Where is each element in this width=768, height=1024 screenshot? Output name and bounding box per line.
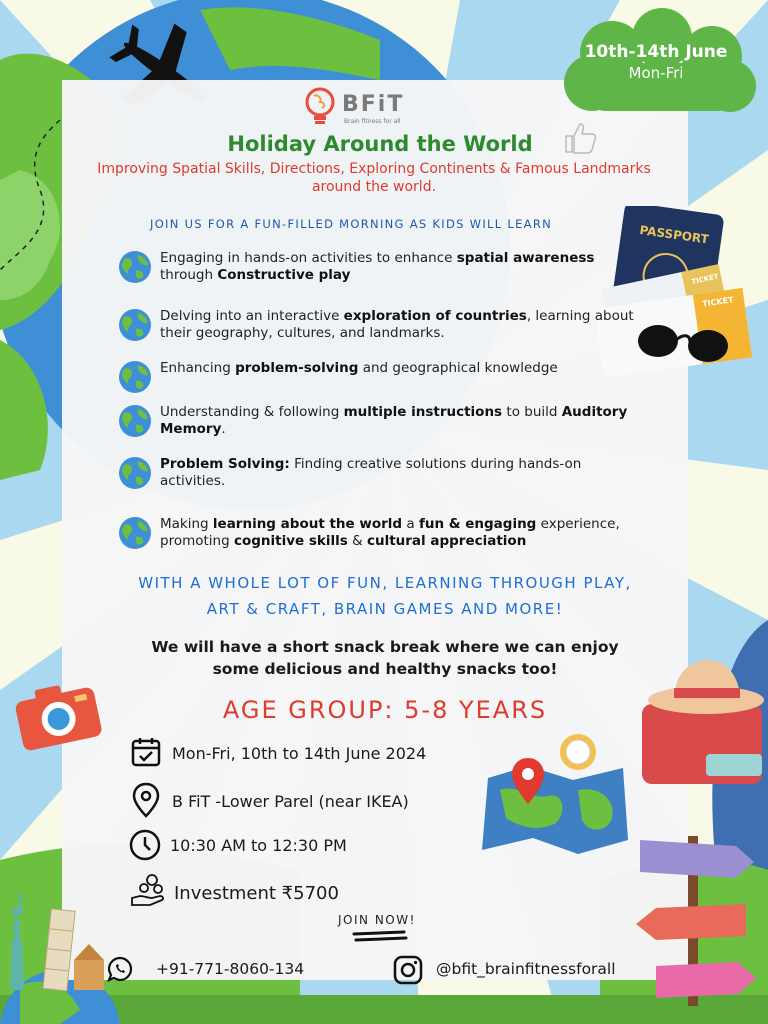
bullet-emphasis: Auditory Memory bbox=[160, 404, 628, 437]
event-location: B FiT -Lower Parel (near IKEA) bbox=[172, 792, 409, 811]
leaning-tower-icon bbox=[43, 909, 75, 991]
join-now-underline bbox=[350, 930, 410, 944]
globe-icon bbox=[118, 250, 152, 284]
snack-note bbox=[110, 636, 660, 680]
bullet-fragment: and geographical knowledge bbox=[358, 360, 558, 376]
bullet-emphasis: fun & engaging bbox=[418, 516, 537, 532]
phone-number[interactable]: +91-771-8060-134 bbox=[156, 960, 305, 978]
bullet-fragment: Understanding & following bbox=[160, 404, 344, 420]
bullet-emphasis: cultural appreciation bbox=[366, 533, 527, 549]
join-now-text: JOIN NOW! bbox=[338, 913, 416, 927]
intro-text: JOIN US FOR A FUN-FILLED MORNING AS KIDS WILL LEARN bbox=[150, 217, 553, 231]
bullet-fragment: Delving into an interactive bbox=[160, 308, 344, 324]
calendar-icon bbox=[130, 736, 162, 768]
bullet-text bbox=[160, 516, 638, 550]
bullet-emphasis: learning about the world bbox=[212, 516, 403, 532]
map-illustration bbox=[478, 728, 638, 858]
bullet-emphasis: problem-solving bbox=[235, 360, 359, 376]
ticket-label-front: TICKET bbox=[701, 295, 735, 309]
bullet-item bbox=[118, 250, 638, 284]
whatsapp-icon[interactable] bbox=[106, 955, 134, 983]
snack-line-2: some delicious and healthy snacks too! bbox=[212, 660, 558, 678]
page-title: Holiday Around the World bbox=[227, 132, 533, 156]
bullet-item bbox=[118, 456, 638, 490]
ticket-label-back: TICKET bbox=[690, 272, 720, 287]
bullet-emphasis: spatial awareness bbox=[456, 250, 595, 266]
bullet-text bbox=[160, 250, 638, 284]
bullet-fragment: Making bbox=[160, 516, 213, 532]
landmarks-illustration bbox=[0, 880, 110, 1000]
event-investment: Investment ₹5700 bbox=[174, 883, 339, 904]
instagram-icon[interactable] bbox=[392, 954, 424, 986]
bullet-fragment: , learning about their geography, cultures, and landmarks. bbox=[160, 308, 634, 341]
event-time: 10:30 AM to 12:30 PM bbox=[170, 836, 347, 855]
passport-tickets-illustration bbox=[598, 206, 758, 386]
bullet-item bbox=[118, 516, 638, 550]
bullet-emphasis: multiple instructions bbox=[343, 404, 503, 420]
age-group: AGE GROUP: 5-8 YEARS bbox=[222, 696, 548, 724]
passport-label: PASSPORT bbox=[638, 222, 710, 247]
bullet-text bbox=[160, 404, 638, 438]
bullet-text bbox=[160, 308, 638, 342]
location-pin-icon bbox=[132, 782, 160, 818]
page-subtitle: Improving Spatial Skills, Directions, Exploring Continents & Famous Landmarks around the world. bbox=[97, 161, 651, 195]
statue-of-liberty-icon bbox=[10, 894, 24, 990]
bullet-fragment: . bbox=[221, 421, 226, 437]
bullet-fragment: through bbox=[160, 267, 218, 283]
camera-icon bbox=[10, 676, 106, 756]
globe-icon bbox=[118, 404, 152, 438]
suitcase-hat-illustration bbox=[636, 630, 768, 820]
event-date: Mon-Fri, 10th to 14th June 2024 bbox=[172, 744, 427, 763]
globe-icon bbox=[118, 308, 152, 342]
fun-line-2: ART & CRAFT, BRAIN GAMES AND MORE! bbox=[206, 600, 564, 618]
bullet-emphasis: Problem Solving: bbox=[160, 456, 290, 472]
snack-line-1: We will have a short snack break where we can enjoy bbox=[151, 638, 619, 656]
bullet-item bbox=[118, 360, 638, 394]
brand-logo: BFiT bbox=[342, 92, 405, 117]
globe-icon bbox=[118, 516, 152, 550]
signpost-illustration bbox=[626, 826, 768, 1006]
instagram-handle[interactable]: @bfit_brainfitnessforall bbox=[436, 960, 616, 978]
bullet-fragment: to build bbox=[502, 404, 562, 420]
clock-icon bbox=[128, 828, 162, 862]
date-badge bbox=[566, 42, 746, 82]
globe-icon bbox=[118, 360, 152, 394]
bullet-emphasis: Constructive play bbox=[217, 267, 351, 283]
bullet-emphasis: exploration of countries bbox=[343, 308, 527, 324]
bullet-text bbox=[160, 360, 558, 394]
bullet-fragment: & bbox=[347, 533, 367, 549]
date-badge-range: 10th-14th June bbox=[584, 42, 728, 62]
bullet-fragment: a bbox=[402, 516, 419, 532]
bullet-text bbox=[160, 456, 638, 490]
investment-hand-icon bbox=[130, 872, 168, 908]
brand-tagline: Brain fitness for all bbox=[344, 118, 401, 125]
brain-bulb-icon bbox=[300, 86, 340, 128]
bullet-item bbox=[118, 308, 638, 342]
date-badge-days: Mon-Fri bbox=[628, 64, 684, 82]
globe-icon bbox=[118, 456, 152, 490]
bullet-fragment: Finding creative solutions during hands-on activities. bbox=[160, 456, 582, 489]
bullet-fragment: Enhancing bbox=[160, 360, 236, 376]
bullet-fragment: experience, promoting bbox=[160, 516, 620, 549]
bullet-fragment: Engaging in hands-on activities to enhance bbox=[160, 250, 457, 266]
bullet-item bbox=[118, 404, 638, 438]
bullet-emphasis: cognitive skills bbox=[233, 533, 348, 549]
fun-line-1: WITH A WHOLE LOT OF FUN, LEARNING THROUGH PLAY, bbox=[138, 574, 632, 592]
